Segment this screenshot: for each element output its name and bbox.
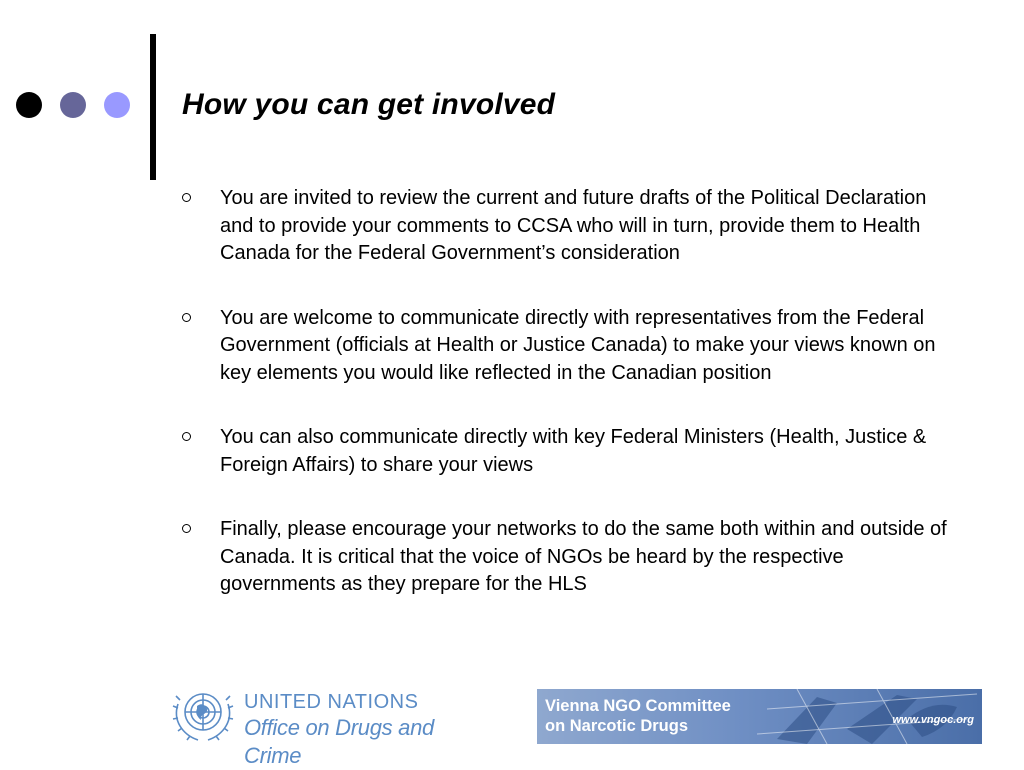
slide-title: How you can get involved — [182, 88, 556, 121]
dot-lavender — [104, 92, 130, 118]
bullet-item — [182, 305, 962, 388]
bullet-circle-icon — [182, 313, 191, 322]
bullet-text: You can also communicate directly with key Federal Ministers (Health, Justice & Foreign Affairs) to share your views — [220, 426, 927, 476]
unodc-line2: Office on Drugs and Crime — [244, 715, 434, 768]
unodc-wordmark — [244, 690, 490, 770]
dot-black — [16, 92, 42, 118]
vngoc-line1: Vienna NGO Committee — [545, 697, 731, 715]
bullet-circle-icon — [182, 193, 191, 202]
title-divider — [150, 34, 156, 180]
decorative-dots — [16, 92, 136, 122]
vngoc-banner — [537, 689, 982, 744]
bullet-text: You are welcome to communicate directly with representatives from the Federal Government (officials at Health or Justice Canada) to make your views known on key elements you would like reflected in the Canadian position — [220, 306, 936, 384]
bullet-list — [182, 185, 962, 636]
bullet-text: Finally, please encourage your networks to do the same both within and outside of Canada. It is critical that the voice of NGOs be heard by the respective governments as they prepare for the HLS — [220, 518, 947, 595]
vngoc-title — [545, 696, 731, 736]
bullet-item — [182, 185, 962, 268]
bullet-text: You are invited to review the current and future drafts of the Political Declaration and to provide your comments to CCSA who will in turn, provide them to Health Canada for the Federal Government’s consideration — [220, 187, 927, 264]
unodc-logo — [170, 682, 490, 768]
vngoc-url: www.vngoc.org — [892, 714, 974, 726]
bullet-circle-icon — [182, 524, 191, 533]
dot-slate — [60, 92, 86, 118]
vngoc-line2: on Narcotic Drugs — [545, 717, 689, 735]
bullet-item — [182, 516, 962, 599]
bullet-item — [182, 424, 962, 479]
unodc-line1: UNITED NATIONS — [244, 691, 419, 713]
un-emblem-icon — [170, 682, 236, 744]
bullet-circle-icon — [182, 432, 191, 441]
